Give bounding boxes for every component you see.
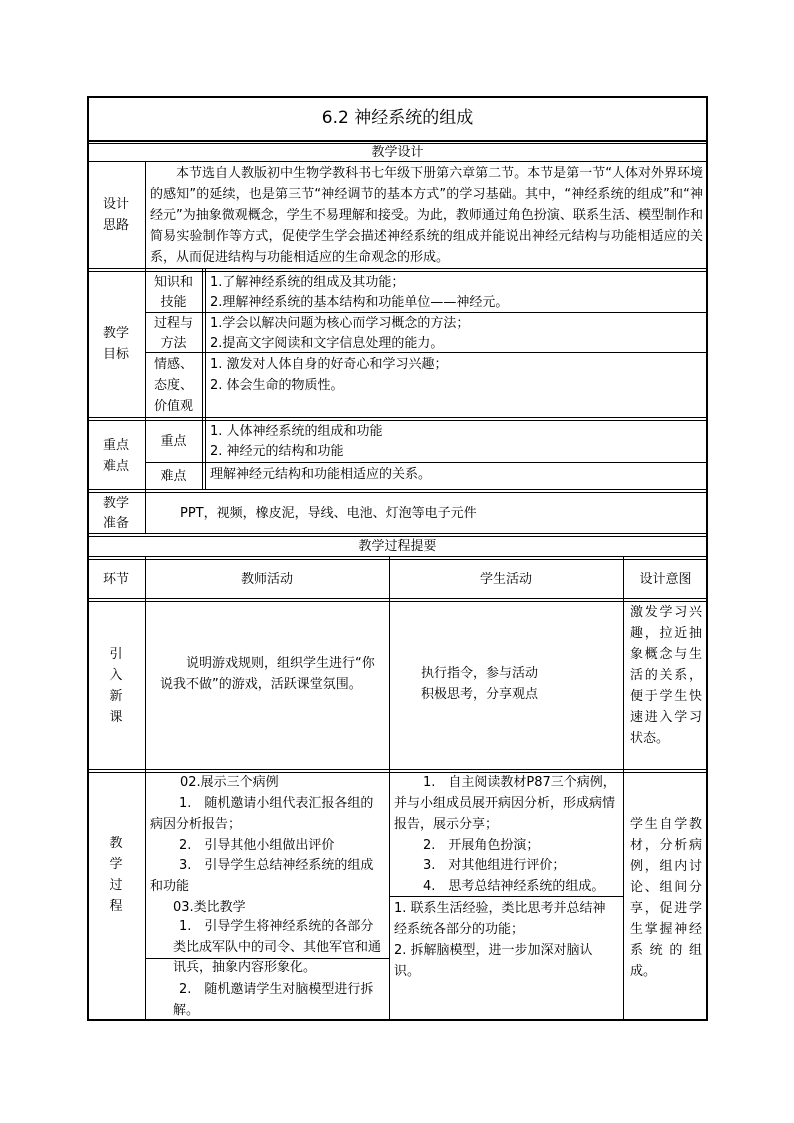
border	[389, 556, 390, 1021]
prep-label: 准备	[102, 516, 129, 531]
intro-intent: 激发学习兴趣，拉近抽象概念与生活的关系，便于学生快速进入学习状态。	[630, 605, 702, 746]
knowledge-item: 2.理解神经系统的基本结构和功能单位——神经元。	[210, 295, 509, 310]
key-points-label: 难点	[102, 459, 129, 474]
teach-student-item: 4. 思考总结神经系统的组成。	[423, 879, 605, 894]
intro-teacher: 说明游戏规则，组织学生进行“你说我不做”的游戏，活跃课堂氛围。	[160, 656, 375, 692]
header-stage: 环节	[102, 572, 129, 587]
design-idea-label: 设计	[102, 197, 129, 212]
border	[87, 533, 708, 534]
goals-label: 目标	[102, 347, 129, 362]
page-title: 6.2 神经系统的组成	[321, 108, 474, 128]
border	[87, 489, 708, 490]
border	[87, 769, 708, 770]
knowledge-item: 1.了解神经系统的组成及其功能；	[210, 275, 405, 290]
emotion-item: 2. 体会生命的物质性。	[210, 378, 344, 393]
header-intent: 设计意图	[639, 572, 692, 587]
teach-teacher-item: 1. 引导学生将神经系统的各部分类比成军队中的司令、其他军官和通讯兵，抽象内容形象化。	[173, 919, 382, 975]
teach-stage: 教学过程	[109, 836, 123, 914]
section-heading-design: 教学设计	[371, 145, 424, 160]
teach-teacher-title: 03.类比教学	[173, 900, 246, 915]
header-teacher: 教师活动	[240, 572, 293, 587]
emotion-item: 1. 激发对人体自身的好奇心和学习兴趣；	[210, 357, 448, 372]
knowledge-label: 技能	[160, 295, 187, 310]
border	[202, 268, 203, 489]
process-item: 1.学会以解决问题为核心而学习概念的方法；	[210, 316, 470, 331]
border	[145, 462, 708, 463]
design-idea-text: 本节选自人教版初中生物学教科书七年级下册第六章第二节。本节是第一节“人体对外界环境的感知”的延续，也是第三节“神经调节的基本方式”的学习基础。其中，“神经系统的组成”和“神经元”为抽象微观概念，学生不易理解和接受。为此，教师通过角色扮演、联系生活、模型制作和简易实验制作等方式，促使学生学会描述神经系统的组成并能说出神经元结构与功能相适应的关系，从而促进结构与功能相适应的生命观念的形成。	[150, 166, 703, 265]
prep-label: 教学	[102, 496, 129, 511]
border	[87, 559, 708, 560]
teach-teacher-item: 2. 引导其他小组做出评价	[179, 838, 335, 853]
border	[145, 556, 146, 1021]
difficult-label: 难点	[160, 469, 187, 484]
design-idea-label: 思路	[102, 218, 129, 233]
teach-teacher-item: 1. 随机邀请小组代表汇报各组的病因分析报告；	[150, 796, 374, 832]
knowledge-label: 知识和	[153, 275, 193, 290]
border-top	[87, 96, 708, 98]
teach-student-item: 2. 拆解脑模型，进一步加深对脑认识。	[394, 943, 593, 979]
section-heading-process: 教学过程提要	[358, 539, 437, 554]
key-label: 重点	[160, 434, 187, 449]
teach-teacher-title: 02.展示三个病例	[180, 775, 279, 790]
key-item: 2. 神经元的结构和功能	[210, 444, 344, 459]
teach-teacher-item: 3. 引导学生总结神经系统的组成和功能	[150, 858, 374, 894]
border	[87, 492, 708, 493]
header-student: 学生活动	[479, 572, 532, 587]
teach-teacher-item: 2. 随机邀请学生对脑模型进行拆解。	[173, 982, 374, 1018]
intro-stage: 引入新课	[109, 647, 123, 725]
process-label: 过程与	[153, 316, 193, 331]
goals-label: 教学	[102, 326, 129, 341]
emotion-label: 价值观	[153, 399, 193, 414]
border	[623, 556, 624, 1021]
process-item: 2.提高文字阅读和文字信息处理的能力。	[210, 336, 444, 351]
emotion-label: 情感、	[153, 357, 193, 372]
difficult-text: 理解神经元结构和功能相适应的关系。	[210, 467, 432, 482]
intro-student: 执行指令，参与活动	[421, 666, 539, 681]
border	[87, 598, 708, 599]
teach-student-item: 1. 自主阅读教材P87三个病例，并与小组成员展开病因分析，形成病情报告，展示分享；	[394, 775, 616, 832]
border	[87, 417, 708, 418]
teach-student-item: 2. 开展角色扮演；	[423, 838, 540, 853]
border	[87, 268, 708, 269]
teach-intent: 学生自学教材，分析病例，组内讨论、组间分享，促进学生掌握神经系统的组成。	[630, 817, 702, 979]
prep-text: PPT，视频，橡皮泥，导线、电池、灯泡等电子元件	[180, 506, 477, 521]
border	[87, 601, 708, 602]
teach-student-item: 1. 联系生活经验，类比思考并总结神经系统各部分的功能；	[394, 901, 606, 937]
emotion-label: 态度、	[153, 378, 193, 393]
border	[205, 268, 206, 489]
teach-student-item: 3. 对其他组进行评价；	[423, 858, 566, 873]
key-item: 1. 人体神经系统的组成和功能	[210, 424, 383, 439]
border-right	[706, 96, 708, 1021]
border	[87, 420, 708, 421]
key-points-label: 重点	[102, 438, 129, 453]
lesson-plan-table	[87, 96, 708, 1021]
intro-student: 积极思考，分享观点	[421, 687, 539, 702]
process-label: 方法	[160, 336, 187, 351]
